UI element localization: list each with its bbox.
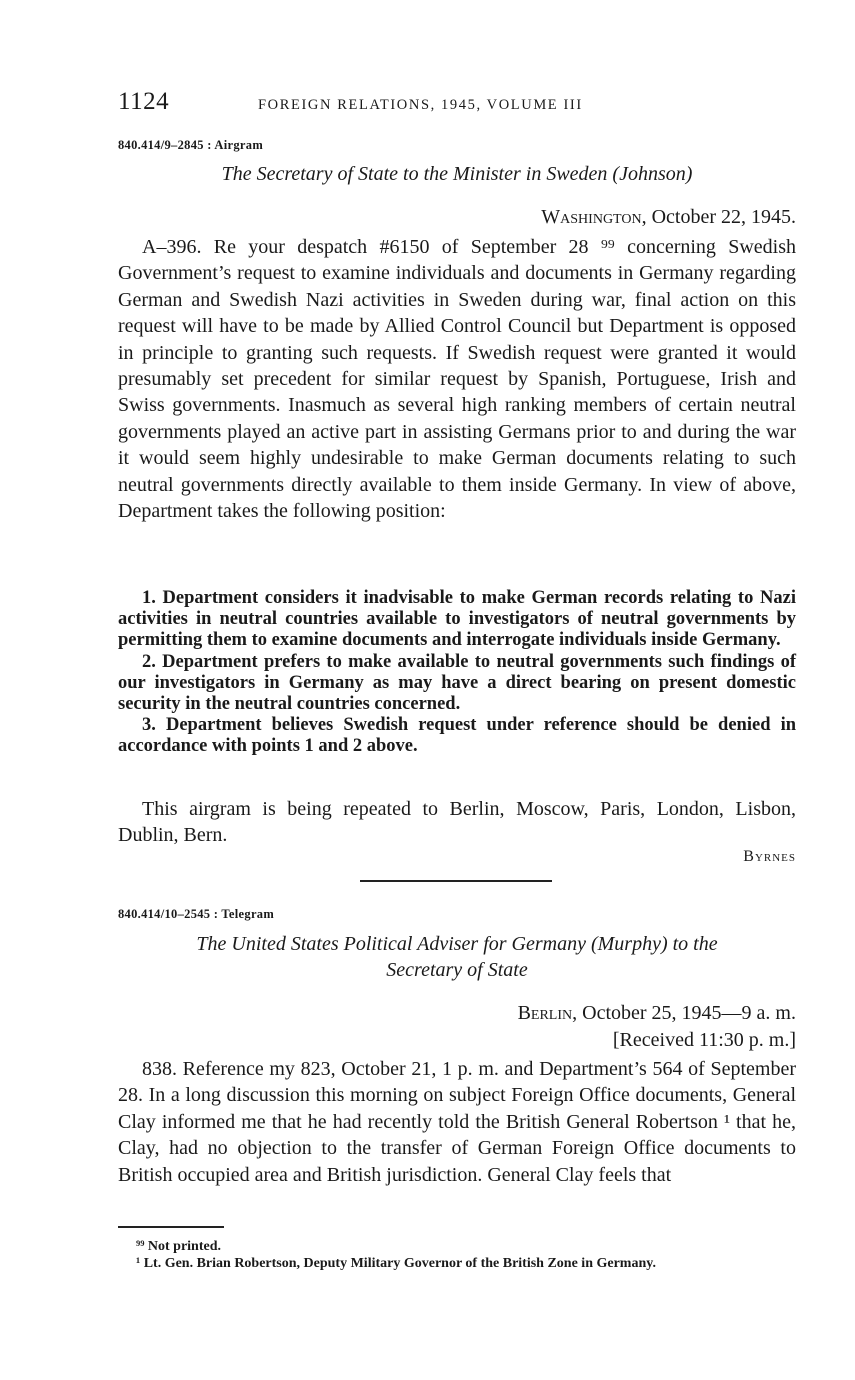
doc2-date: , October 25, 1945—9 a. m.	[572, 1002, 796, 1024]
doc2-title	[118, 931, 796, 983]
doc1-paragraph: A–396. Re your despatch #6150 of September 28 ⁹⁹ concerning Swedish Government’s request to examine individuals and documents in Germany regarding German and Swedish Nazi activities in Sweden during war, final action on this request will have to be made by Allied Control Council but Department is opposed in principle to granting such requests. If Swedish request were granted it would presumably set precedent for similar request by Spanish, Portuguese, Irish and Swiss governments. Inasmuch as several high ranking members of certain neutral governments played an active part in assisting Germans prior to and during the war it would seem highly undesirable to make German documents relating to such neutral governments directly available to them inside Germany. In view of above, Department takes the following position:	[118, 236, 796, 523]
section-divider	[360, 880, 552, 882]
footnote-rule	[118, 1226, 224, 1228]
footnotes	[118, 1238, 796, 1272]
doc1-point-3: 3. Department believes Swedish request under reference should be denied in accordance with points 1 and 2 above.	[118, 715, 796, 757]
doc2-received: [Received 11:30 p. m.]	[612, 1029, 796, 1051]
doc1-title: The Secretary of State to the Minister in Sweden (Johnson)	[221, 163, 693, 185]
doc1-place-date	[541, 204, 796, 231]
doc1-signature: Byrnes	[743, 848, 796, 865]
footnote-99: ⁹⁹ Not printed.	[136, 1239, 222, 1254]
page-number: 1124	[118, 88, 170, 115]
doc2-place-date	[518, 1000, 796, 1054]
doc1-point-1: 1. Department considers it inadvisable to make German records relating to Nazi activities in neutral countries available to investigators of neutral governments by permitting them to examine documents and interrogate individuals inside Germany.	[118, 588, 796, 651]
footnote-1: ¹ Lt. Gen. Brian Robertson, Deputy Military Governor of the British Zone in Germany.	[136, 1256, 656, 1271]
doc1-body	[118, 234, 796, 524]
doc2-body	[118, 1056, 796, 1188]
doc2-paragraph: 838. Reference my 823, October 21, 1 p. m. and Department’s 564 of September 28. In a long discussion this morning on subject Foreign Office documents, General Clay informed me that he had recently told the British General Robertson ¹ that he, Clay, had no objection to the transfer of German Foreign Office documents to British occupied area and British jurisdiction. General Clay feels that	[118, 1058, 796, 1186]
doc1-place: Washington	[541, 206, 642, 228]
doc2-title-line1: The United States Political Adviser for Germany (Murphy) to the	[196, 933, 718, 955]
doc1-file-ref: 840.414/9–2845 : Airgram	[118, 138, 264, 152]
doc1-closing-block	[118, 796, 796, 849]
doc2-file-ref: 840.414/10–2545 : Telegram	[118, 907, 275, 921]
doc1-point-2: 2. Department prefers to make available to neutral governments such findings of our investigators in Germany as may have a direct bearing on present domestic security in the neutral countries concerned.	[118, 651, 796, 715]
doc2-title-line2: Secretary of State	[386, 959, 528, 981]
doc2-place: Berlin	[517, 1002, 573, 1024]
doc1-points	[118, 588, 796, 758]
running-head	[118, 88, 796, 122]
running-title: FOREIGN RELATIONS, 1945, VOLUME III	[258, 97, 583, 113]
doc1-date: , October 22, 1945.	[641, 206, 796, 228]
doc1-closing: This airgram is being repeated to Berlin, Moscow, Paris, London, Lisbon, Dublin, Bern.	[118, 798, 796, 847]
